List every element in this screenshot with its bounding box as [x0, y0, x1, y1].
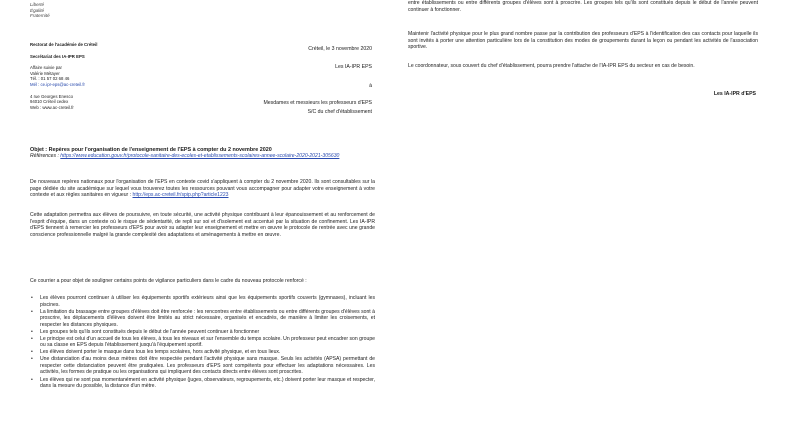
- list-item: • Les élèves pourront continuer à utiliser les équipements sportifs extérieurs ainsi que les équipements sportifs couverts (gymnases), incluant les piscines.: [31, 295, 375, 308]
- motto-line: Égalité: [30, 7, 45, 13]
- list-item: • Le principe est celui d'un accueil de tous les élèves, à tous les niveaux et sur l'ensemble du temps scolaire. Un professeur peut encadrer son groupe ou sa classe en EPS depuis l'établissement jusqu'à l'équipement sportif.: [31, 335, 375, 349]
- letter-subject: Objet : Repères pour l'organisation de l'enseignement de l'EPS à compter du 2 novembre 2020: [30, 147, 272, 153]
- vigilance-list: [30, 295, 375, 390]
- list-item-text: Une distanciation d'au moins deux mètres doit être respectée pendant l'activité physique sans masque. Seuls les activités (APSA) permettant de respecter cette distanciation peuvent être pratiquées. Les professeurs d'EPS sont compétents pour effectuer les adaptations nécessaires. Les activités, les formes de pratique ou les organisations qui impliquent des contacts directs entre élèves sont proscrites.: [40, 356, 375, 376]
- address-line: 4 rue Georges Enesco: [30, 93, 73, 99]
- recipient-block: [263, 99, 372, 117]
- paragraph-coordinator: Le coordonnateur, sous couvert du chef d'établissement, pourra prendre l'attache de l'IA-IPR EPS du secteur en cas de besoin.: [408, 63, 695, 69]
- sender-line: Valérie Métayer: [30, 70, 60, 76]
- motto-line: Liberté: [30, 2, 45, 7]
- paragraph-1: [30, 179, 375, 199]
- date-line: Créteil, le 3 novembre 2020: [308, 46, 372, 52]
- paragraph-contact-cases: Maintenir l'activité physique pour le plus grand nombre passe par la contribution des professeurs d'EPS à l'identification des cas contacts pour laquelle ils sont invités à porter une attention particulière lors de la constitution des modes de groupements durant la leçon ou pendant les activités de l'association sportive.: [408, 31, 758, 51]
- rectorat-name: Rectorat de l'académie de Créteil: [30, 42, 98, 47]
- list-item-text: Les élèves qui ne sont pas momentanément en activité physique (juges, observateurs, regroupements, etc.) doivent porter leur masque et respecter, dans la mesure du possible, la distance d'un mètre.: [40, 376, 375, 390]
- list-item: • Les élèves qui ne sont pas momentanément en activité physique (juges, observateurs, regroupements, etc.) doivent porter leur masque et respecter, dans la mesure du possible, la distance d'un mètre.: [31, 376, 375, 390]
- eps-site-link[interactable]: http://eps.ac-creteil.fr/spip.php?article1223: [132, 192, 229, 199]
- sender-email[interactable]: Mél : ce.ipr-eps@ac-creteil.fr: [30, 81, 85, 87]
- list-item: • Les élèves doivent porter le masque dans tous les temps scolaires, hors activité physique, et en tous lieux.: [31, 349, 281, 356]
- list-item: • Une distanciation d'au moins deux mètres doit être respectée pendant l'activité physique sans masque. Seuls les activités (APSA) permettant de respecter cette distanciation peuvent être pratiquées. Les professeurs d'EPS sont compétents pour effectuer les adaptations nécessaires. Les activités, les formes de pratique ou les organisations qui impliquent des contacts directs entre élèves sont proscrites.: [31, 356, 375, 376]
- sender-block: [30, 42, 160, 110]
- list-item-text: Les élèves pourront continuer à utiliser les équipements sportifs extérieurs ainsi que les équipements sportifs couverts (gymnases), incluant les piscines.: [40, 295, 375, 308]
- motto-line: Fraternité: [30, 13, 50, 19]
- from-line: Les IA-IPR EPS: [335, 64, 372, 70]
- references-label: Références :: [30, 153, 61, 159]
- list-item-text: La limitation du brassage entre groupes d'élèves doit être renforcée : les rencontres entre établissements ou entre différents groupes d'élèves sont à proscrire, les déplacements d'élèves doivent être limités au strict nécessaire, organisés et encadrés, de manière à limiter les croisements, et respecter les distances physiques.: [40, 308, 375, 328]
- website-line: Web : www.ac-creteil.fr: [30, 104, 74, 110]
- signature: Les IA-IPR d'EPS: [713, 91, 756, 97]
- secretariat-name: Secrétariat des IA-IPR EPS: [30, 53, 85, 59]
- list-item-text: Le principe est celui d'un accueil de tous les élèves, à tous les niveaux et sur l'ensemble du temps scolaire. Un professeur peut encadrer son groupe ou sa classe en EPS depuis l'établissement jusqu'à l'équipement sportif.: [40, 335, 375, 349]
- list-item-text: Les groupes tels qu'ils sont constitués depuis le début de l'année peuvent continuer à fonctionner: [40, 328, 260, 335]
- sender-phone: Tél. : 01 57 02 68 46: [30, 76, 70, 82]
- list-item-text: Les élèves doivent porter le masque dans tous les temps scolaires, hors activité physique, et en tous lieux.: [40, 349, 281, 356]
- list-item: • La limitation du brassage entre groupes d'élèves doit être renforcée : les rencontres entre établissements ou entre différents groupes d'élèves sont à proscrire, les déplacements d'élèves doivent être limités au strict nécessaire, organisés et encadrés, de manière à limiter les croisements, et respecter les distances physiques.: [31, 308, 375, 328]
- recipient-line: S/C du chef d'établissement: [307, 109, 372, 115]
- to-a: à: [369, 83, 372, 89]
- sender-line: Affaire suivie par: [30, 65, 62, 71]
- references: [30, 153, 375, 160]
- continued-bullet: entre établissements ou entre différents groupes d'élèves sont à proscrire. Les groupes tels qu'ils sont constitués depuis le début de l'année peuvent continuer à fonctionner.: [408, 0, 758, 13]
- address-line: 94010 Créteil cedex: [30, 99, 69, 105]
- letter-page-2: [404, 0, 800, 445]
- letter-page-1: [0, 0, 395, 445]
- republic-motto: [30, 2, 50, 19]
- paragraph-3: Ce courrier a pour objet de souligner certains points de vigilance particuliers dans le cadre du nouveau protocole renforcé :: [30, 278, 307, 284]
- list-item: • Les groupes tels qu'ils sont constitués depuis le début de l'année peuvent continuer à fonctionner: [31, 328, 260, 335]
- paragraph-2: Cette adaptation permettra aux élèves de poursuivre, en toute sécurité, une activité physique contribuant à leur épanouissement et au renforcement de l'esprit d'équipe, dans un contexte où le risque de sédentarité, de repli sur soi et d'isolement est accentué par la situation de confinement. Les IA-IPR d'EPS tiennent à remercier les professeurs d'EPS pour avoir su adapter leur enseignement et mettre en œuvre le protocole de rentrée avec une grande conscience professionnelle malgré la grande complexité des adaptations et aménagements à mettre en œuvre.: [30, 212, 375, 238]
- references-link[interactable]: https://www.education.gouv.fr/protocole-sanitaire-des-ecoles-et-etablissements-scolaires-annee-scolaire-2020-2021-305630: [60, 153, 340, 159]
- paragraph-1-text: De nouveaux repères nationaux pour l'organisation de l'EPS en contexte covid s'appliquent à compter du 2 novembre 2020. Ils sont consultables sur la page dédiée du site académique sur lequel vous trouverez toutes les ressources pouvant vous accompagner pour adapter votre enseignement à votre contexte et aux règles sanitaires en vigueur :: [30, 179, 375, 199]
- recipient-line: Mesdames et messieurs les professeurs d'EPS: [263, 100, 372, 106]
